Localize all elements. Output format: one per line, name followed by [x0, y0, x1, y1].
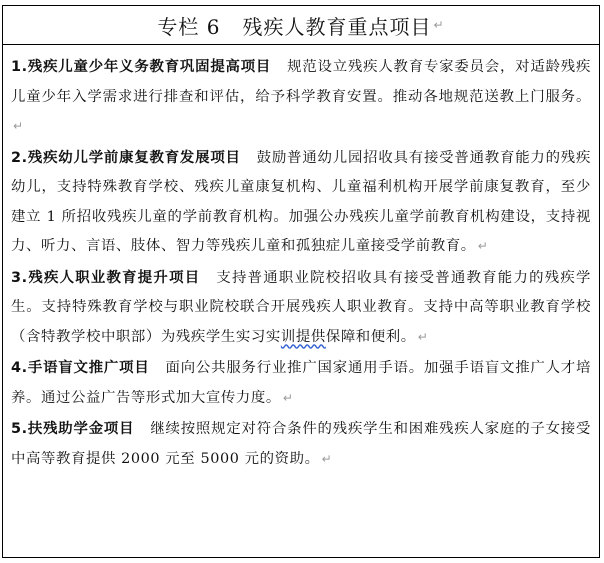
- paragraph-mark-icon: ↵: [282, 390, 294, 405]
- project-item-2: [11, 144, 591, 262]
- feature-box: [2, 5, 600, 558]
- item-heading: 残疾儿童少年义务教育巩固提高项目: [27, 59, 272, 75]
- paragraph-mark-icon: ↵: [477, 239, 489, 253]
- project-item-1: [11, 53, 591, 142]
- column-label: 专栏 6: [157, 14, 221, 39]
- item-body: 支持普通职业院校招收具有接受普通教育能力的残疾学生。支持特殊教育学校与职业院校联合开展残疾人职业教育。支持中高等职业教育学校（含特教学校中职部）为残疾学生实习实: [11, 269, 591, 345]
- paragraph-mark-icon: ↵: [321, 451, 333, 466]
- item-body: 继续按照规定对符合条件的残疾学生和困难残疾人家庭的子女接受中高等教育提供 2000 元至 5000 元的资助。: [11, 421, 592, 467]
- item-number: 2.: [11, 149, 28, 166]
- item-heading: 残疾人职业教育提升项目: [27, 269, 201, 286]
- box-title: [3, 6, 599, 45]
- item-number: 4.: [11, 360, 28, 376]
- paragraph-mark-icon: ↵: [13, 119, 24, 133]
- item-body: 规范设立残疾人教育专家委员会，对适龄残疾儿童少年入学需求进行排查和评估，给予科学教育安置。推动各地规范送教上门服务。: [11, 59, 591, 105]
- project-item-3: [11, 264, 591, 353]
- paragraph-mark-icon: ↵: [417, 329, 429, 344]
- item-heading: 扶残助学金项目: [27, 421, 135, 437]
- item-heading: 手语盲文推广项目: [27, 360, 150, 376]
- column-title: 残疾人教育重点项目: [242, 14, 432, 39]
- project-list: [3, 45, 599, 474]
- item-body: 面向公共服务行业推广国家通用手语。加强手语盲文推广人才培养。通过公益广告等形式加大宣传力度。: [11, 360, 591, 406]
- item-number: 5.: [11, 421, 28, 437]
- project-item-5: [11, 415, 591, 474]
- item-body: 鼓励普通幼儿园招收具有接受普通教育能力的残疾幼儿，支持特殊教育学校、残疾儿童康复机构、儿童福利机构开展学前康复教育，至少建立 1 所招收残疾儿童的学前教育机构。加强公办残疾儿童学前教育机构建设，支持视力、听力、言语、肢体、智力等残疾儿童和孤独症儿童接受学前教育。: [11, 149, 592, 254]
- item-number: 1.: [11, 59, 28, 75]
- paragraph-mark-icon: ↵: [433, 18, 445, 32]
- project-item-4: [11, 354, 591, 413]
- item-number: 3.: [11, 269, 28, 286]
- item-heading: 残疾幼儿学前康复教育发展项目: [27, 149, 241, 166]
- spellcheck-marked-text: 训提供: [280, 328, 326, 345]
- item-body-end: 保障和便利。: [325, 328, 416, 345]
